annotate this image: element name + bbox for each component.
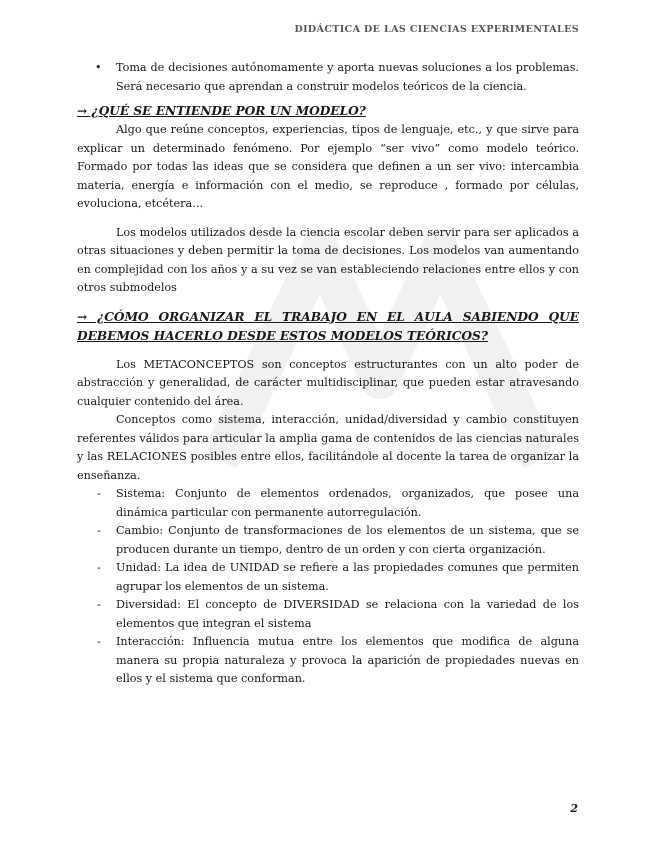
list-item [77, 633, 579, 689]
bullet-item [77, 59, 579, 96]
list-marker: - [97, 524, 101, 537]
list-item [77, 596, 579, 633]
list-item-text: Diversidad: El concepto de DIVERSIDAD se relaciona con la variedad de los elementos que integran el sistema [116, 598, 579, 630]
list-item-text: Interacción: Influencia mutua entre los elementos que modifica de alguna manera su propia naturaleza y provoca la aparición de propiedades nuevas en ellos y el sistema que conforman. [116, 635, 579, 685]
running-header: DIDÁCTICA DE LAS CIENCIAS EXPERIMENTALES [294, 24, 579, 35]
list-marker: - [97, 561, 101, 574]
section-heading-organizar: → ¿CÓMO ORGANIZAR EL TRABAJO EN EL AULA SABIENDO QUE DEBEMOS HACERLO DESDE ESTOS MODELOS TEÓRICOS? [77, 309, 579, 343]
page-content [77, 59, 579, 689]
paragraph: Los METACONCEPTOS son conceptos estructurantes con un alto poder de abstracción y generalidad, de carácter multidisciplinar, que pueden estar atravesando cualquier contenido del área. [77, 357, 579, 408]
list-item-text: Sistema: Conjunto de elementos ordenados, organizados, que posee una dinámica particular con permanente autorregulación. [116, 487, 579, 519]
list-item-text: Cambio: Conjunto de transformaciones de los elementos de un sistema, que se producen durante un tiempo, dentro de un orden y con cierta organización. [116, 524, 579, 556]
list-item [77, 485, 579, 522]
list-marker: - [97, 487, 101, 500]
list-item [77, 559, 579, 596]
bullet-marker: • [95, 61, 102, 74]
paragraph: Algo que reúne conceptos, experiencias, tipos de lenguaje, etc., y que sirve para explicar un determinado fenómeno. Por ejemplo “ser vivo” como modelo teórico. Formado por todas las ideas que se considera que definen a un ser vivo: intercambia materia, energía e información con el medio, se reproduce , formado por células, evoluciona, etcétera… [77, 123, 579, 210]
page-number: 2 [570, 802, 578, 815]
paragraph: Conceptos como sistema, interacción, unidad/diversidad y cambio constituyen referentes válidos para articular la amplia gama de contenidos de las ciencias naturales y las RELACIONES posibles entre ellos, facilitándole al docente la tarea de organizar la enseñanza. [77, 413, 579, 482]
section-heading-modelo: → ¿QUÉ SE ENTIENDE POR UN MODELO? [77, 104, 366, 118]
list-marker: - [97, 598, 101, 611]
concepts-list [77, 485, 579, 689]
list-item [77, 522, 579, 559]
list-marker: - [97, 635, 101, 648]
paragraph: Los modelos utilizados desde la ciencia escolar deben servir para ser aplicados a otras situaciones y deben permitir la toma de decisiones. Los modelos van aumentando en complejidad con los años y a su vez se van estableciendo relaciones entre ellos y con otros submodelos [77, 225, 579, 294]
list-item-text: Unidad: La idea de UNIDAD se refiere a las propiedades comunes que permiten agrupar los elementos de un sistema. [116, 561, 579, 593]
bullet-text: Toma de decisiones autónomamente y aporta nuevas soluciones a los problemas. Será necesario que aprendan a construir modelos teóricos de la ciencia. [116, 61, 579, 93]
